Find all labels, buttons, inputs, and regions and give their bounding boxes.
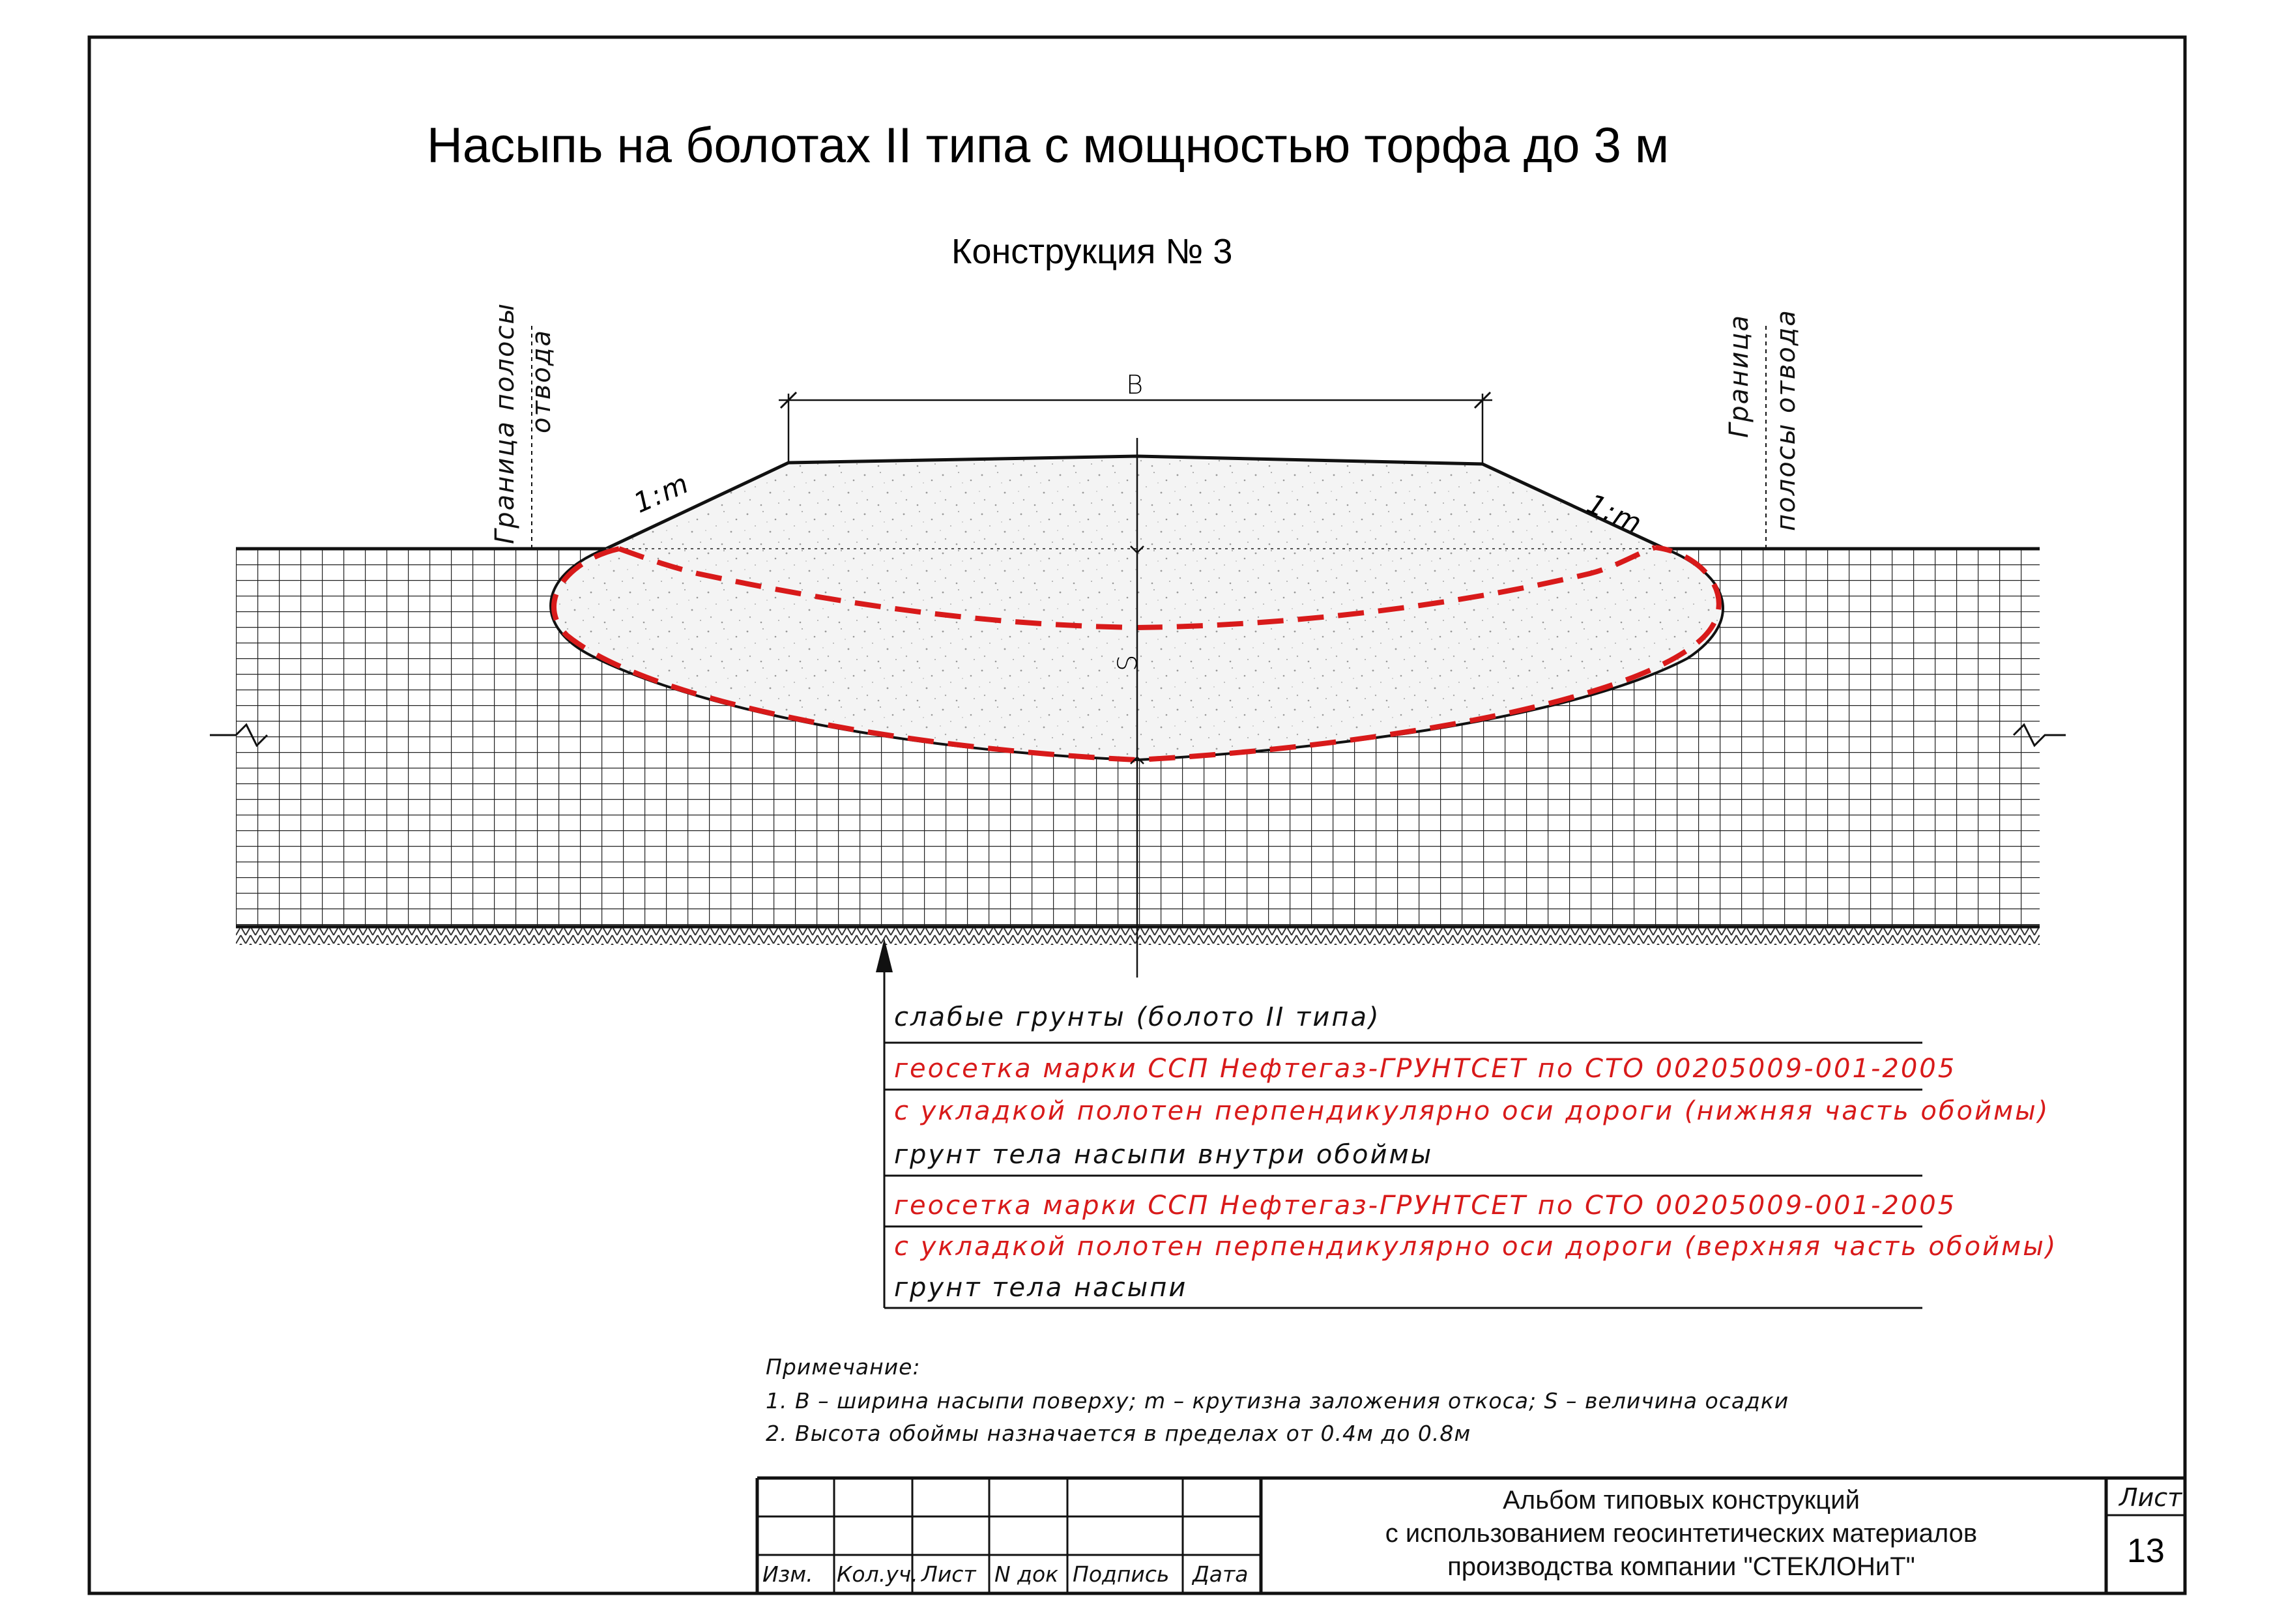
legend-fill-inside: грунт тела насыпи внутри обоймы (894, 1140, 1434, 1170)
sheet-label: Лист (2119, 1483, 2182, 1512)
tb-col-data: Дата (1193, 1561, 1249, 1587)
tb-col-list: Лист (921, 1561, 976, 1587)
notes-heading: Примечание: (766, 1354, 921, 1380)
slope-label-right: 1:m (1582, 487, 1648, 540)
row-boundary-left-label-1: Граница полосы (490, 302, 520, 544)
album-line-3: производства компании "СТЕКЛОНиТ" (1447, 1552, 1915, 1581)
width-label: B (1126, 370, 1145, 400)
settlement-label: S (1113, 653, 1143, 671)
album-line-1: Альбом типовых конструкций (1503, 1486, 1860, 1515)
row-boundary-right-label-2: полосы отвода (1771, 309, 1801, 531)
row-boundary-left-label-2: отвода (527, 329, 557, 433)
page-subtitle: Конструкция № 3 (951, 232, 1233, 271)
legend-geogrid-lower-1: геосетка марки ССП Нефтегаз-ГРУНТСЕТ по СТО 00205009-001-2005 (894, 1054, 1957, 1084)
tb-col-izm: Изм. (762, 1561, 813, 1587)
slope-label-left: 1:m (629, 467, 695, 519)
legend-fill: грунт тела насыпи (894, 1273, 1188, 1303)
notes-item-2: 2. Высота обоймы назначается в пределах от 0.4м до 0.8м (766, 1421, 1471, 1446)
page-title: Насыпь на болотах II типа с мощностью торфа до 3 м (427, 118, 1670, 173)
legend-weak-soil: слабые грунты (болото II типа) (894, 1002, 1381, 1032)
sheet-number: 13 (2127, 1532, 2165, 1570)
legend-geogrid-upper-1: геосетка марки ССП Нефтегаз-ГРУНТСЕТ по СТО 00205009-001-2005 (894, 1191, 1957, 1221)
tb-col-kol-uch: Кол.уч. (837, 1561, 918, 1587)
tb-col-n-dok: N док (994, 1561, 1059, 1587)
album-line-2: с использованием геосинтетических материалов (1385, 1519, 1978, 1548)
legend-geogrid-upper-2: с укладкой полотен перпендикулярно оси дороги (верхняя часть обоймы) (894, 1232, 2058, 1262)
legend-geogrid-lower-2: с укладкой полотен перпендикулярно оси дороги (нижняя часть обоймы) (894, 1096, 2050, 1126)
row-boundary-right-label-1: Граница (1724, 313, 1754, 438)
tb-col-podpis: Подпись (1073, 1561, 1170, 1587)
notes-item-1: 1. В – ширина насыпи поверху; m – крутизна заложения откоса; S – величина осадки (766, 1388, 1789, 1414)
